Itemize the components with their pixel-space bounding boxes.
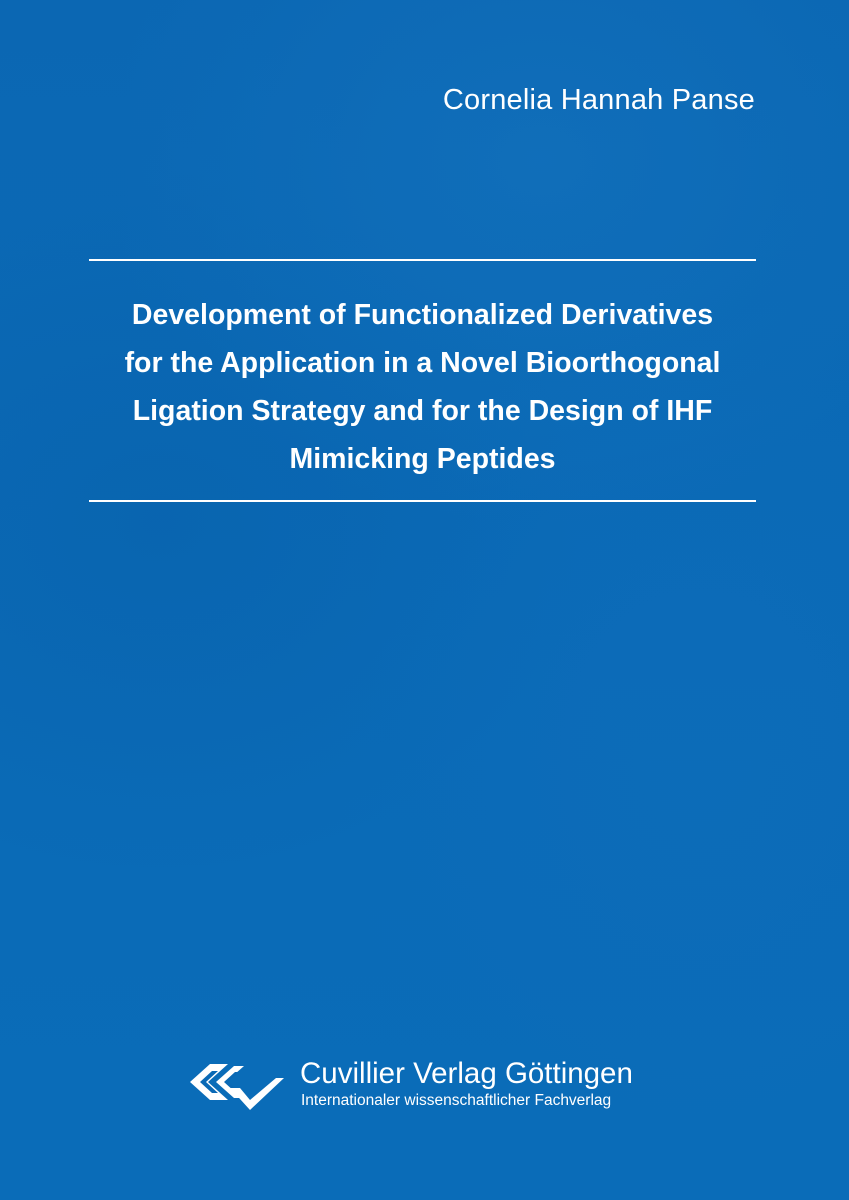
title-line: for the Application in a Novel Bioorthogonal [124, 347, 721, 379]
publisher-tagline: Internationaler wissenschaftlicher Fachverlag [301, 1092, 612, 1109]
author-name: Cornelia Hannah Panse [442, 84, 755, 116]
book-title [60, 291, 785, 483]
publisher-name: Cuvillier Verlag Göttingen [300, 1057, 633, 1090]
bottom-divider [89, 500, 756, 502]
cuvillier-logo-icon [186, 1058, 286, 1114]
top-divider [89, 259, 756, 261]
title-line: Ligation Strategy and for the Design of IHF [132, 395, 713, 427]
publisher-block [186, 1058, 676, 1118]
title-line: Mimicking Peptides [289, 443, 556, 475]
title-line: Development of Functionalized Derivatives [131, 299, 714, 331]
